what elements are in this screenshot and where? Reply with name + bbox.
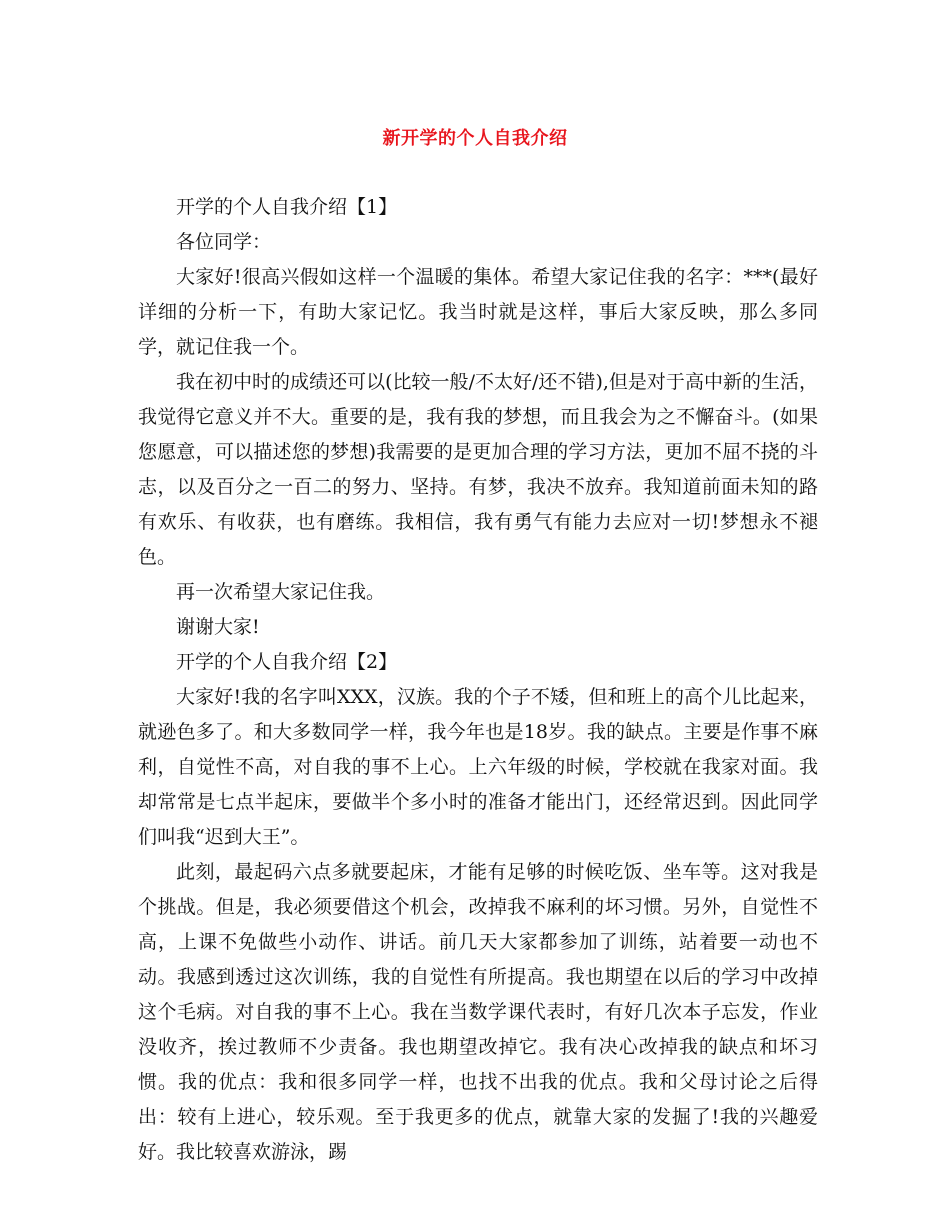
paragraph: 再一次希望大家记住我。 [176,581,386,603]
salutation: 各位同学： [176,231,272,253]
paragraph: 大家好!很高兴假如这样一个温暖的集体。希望大家记住我的名字：***(最好详细的分析一下，有助大家记忆。我当时就是这样，事后大家反映，那么多同学，就记住我一个。 [138,266,818,358]
paragraph: 谢谢大家! [176,616,260,638]
paragraph: 此刻，最起码六点多就要起床，才能有足够的时候吃饭、坐车等。这对我是个挑战。但是，我必须要借这个机会，改掉我不麻利的坏习惯。另外，自觉性不高，上课不免做些小动作、讲话。前几天大家都参加了训练，站着要一动也不动。我感到透过这次训练，我的自觉性有所提高。我也期望在以后的学习中改掉这个毛病。对自我的事不上心。我在当数学课代表时，有好几次本子忘发，作业没收齐，挨过教师不少责备。我也期望改掉它。我有决心改掉我的缺点和坏习惯。我的优点：我和很多同学一样，也找不出我的优点。我和父母讨论之后得出：较有上进心，较乐观。至于我更多的优点，就靠大家的发掘了!我的兴趣爱好。我比较喜欢游泳，踢 [138,861,818,1163]
document-title: 新开学的个人自我介绍 [382,128,568,149]
section-heading-2: 开学的个人自我介绍【2】 [176,651,398,673]
section-heading-1: 开学的个人自我介绍【1】 [176,196,398,218]
document-body [138,190,818,1170]
paragraph: 大家好!我的名字叫XXX，汉族。我的个子不矮，但和班上的高个儿比起来，就逊色多了。和大多数同学一样，我今年也是18岁。我的缺点。主要是作事不麻利，自觉性不高，对自我的事不上心。上六年级的时候，学校就在我家对面。我却常常是七点半起床，要做半个多小时的准备才能出门，还经常迟到。因此同学们叫我“迟到大王”。 [138,686,818,848]
paragraph: 我在初中时的成绩还可以(比较一般/不太好/还不错),但是对于高中新的生活，我觉得它意义并不大。重要的是，我有我的梦想，而且我会为之不懈奋斗。(如果您愿意，可以描述您的梦想)我需要的是更加合理的学习方法，更加不屈不挠的斗志，以及百分之一百二的努力、坚持。有梦，我决不放弃。我知道前面未知的路有欢乐、有收获，也有磨练。我相信，我有勇气有能力去应对一切!梦想永不褪色。 [138,371,818,568]
